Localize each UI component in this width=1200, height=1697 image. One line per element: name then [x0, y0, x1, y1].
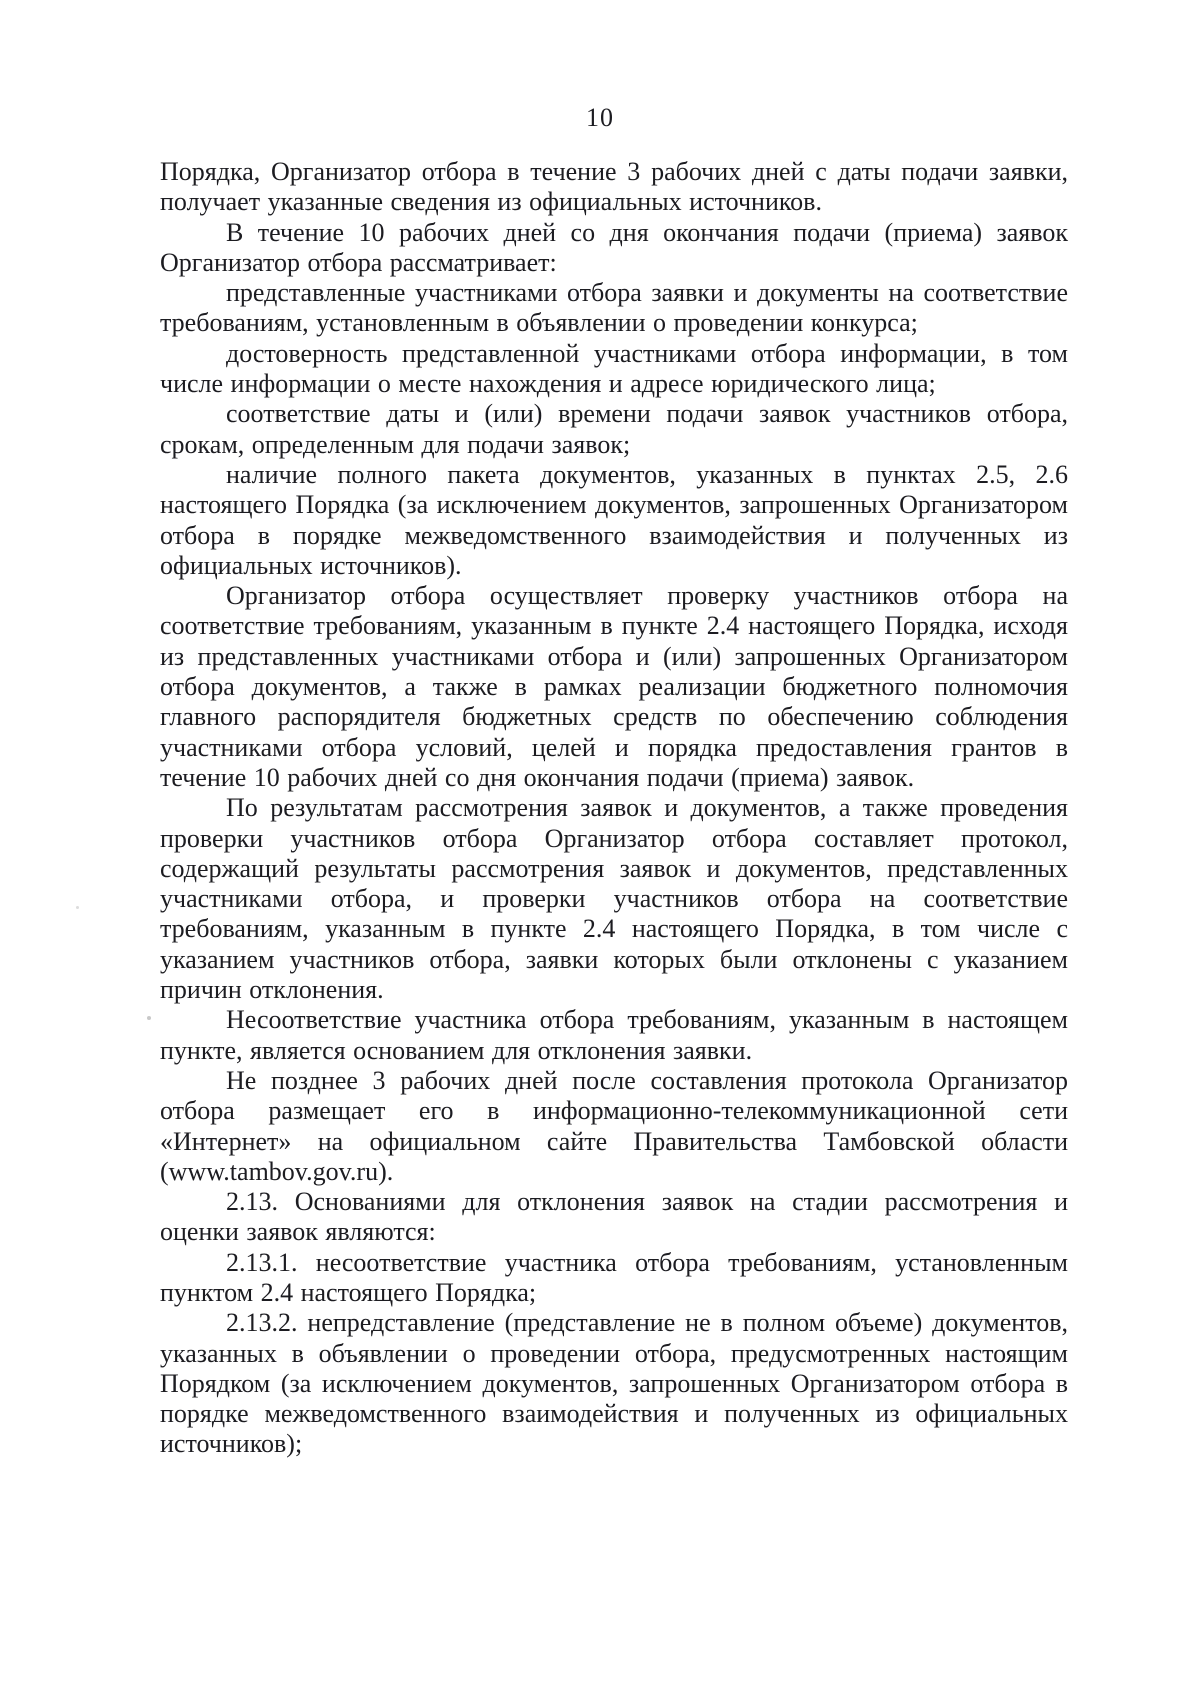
- paragraph: 2.13.2. непредставление (представление не в полном объеме) документов, указанных в объявлении о проведении отбора, предусмотренных настоящим Порядком (за исключением документов, запрошенных Организатором отбора в порядке межведомственного взаимодействия и полученных из официальных источников);: [160, 1308, 1068, 1459]
- page-number: 10: [586, 103, 614, 132]
- paragraph: Организатор отбора осуществляет проверку участников отбора на соответствие требованиям, указанным в пункте 2.4 настоящего Порядка, исходя из представленных участниками отбора и (или) запрошенных Организатором отбора документов, а также в рамках реализации бюджетного полномочия главного распорядителя бюджетных средств по обеспечению соблюдения участниками отбора условий, целей и порядка предоставления грантов в течение 10 рабочих дней со дня окончания подачи (приема) заявок.: [160, 581, 1068, 792]
- paragraph: достоверность представленной участниками отбора информации, в том числе информации о месте нахождения и адресе юридического лица;: [160, 338, 1068, 399]
- document-body: [160, 157, 1068, 1460]
- paragraph: Несоответствие участника отбора требованиям, указанным в настоящем пункте, является основанием для отклонения заявки.: [160, 1005, 1068, 1065]
- paragraph: Порядка, Организатор отбора в течение 3 рабочих дней с даты подачи заявки, получает указанные сведения из официальных источников.: [160, 157, 1068, 217]
- paragraph: По результатам рассмотрения заявок и документов, а также проведения проверки участников отбора Организатор отбора составляет протокол, содержащий результаты рассмотрения заявок и документов, представленных участниками отбора, и проверки участников отбора на соответствие требованиям, указанным в пункте 2.4 настоящего Порядка, в том числе с указанием участников отбора, заявки которых были отклонены с указанием причин отклонения.: [160, 793, 1068, 1005]
- scan-artifact: [147, 1016, 151, 1020]
- paragraph: представленные участниками отбора заявки и документы на соответствие требованиям, установленным в объявлении о проведении конкурса;: [160, 278, 1068, 338]
- paragraph: соответствие даты и (или) времени подачи заявок участников отбора, срокам, определенным для подачи заявок;: [160, 399, 1068, 459]
- scan-artifact: [76, 906, 79, 909]
- paragraph: Не позднее 3 рабочих дней после составления протокола Организатор отбора размещает его в информационно-телекоммуникационной сети «Интернет» на официальном сайте Правительства Тамбовской области (www.tambov.gov.ru).: [160, 1065, 1068, 1186]
- paragraph: 2.13. Основаниями для отклонения заявок на стадии рассмотрения и оценки заявок являются:: [160, 1187, 1068, 1247]
- paragraph: В течение 10 рабочих дней со дня окончания подачи (приема) заявок Организатор отбора рассматривает:: [160, 217, 1068, 277]
- paragraph: наличие полного пакета документов, указанных в пунктах 2.5, 2.6 настоящего Порядка (за исключением документов, запрошенных Организатором отбора в порядке межведомственного взаимодействия и полученных из официальных источников).: [160, 459, 1068, 580]
- paragraph: 2.13.1. несоответствие участника отбора требованиям, установленным пунктом 2.4 настоящего Порядка;: [160, 1247, 1068, 1307]
